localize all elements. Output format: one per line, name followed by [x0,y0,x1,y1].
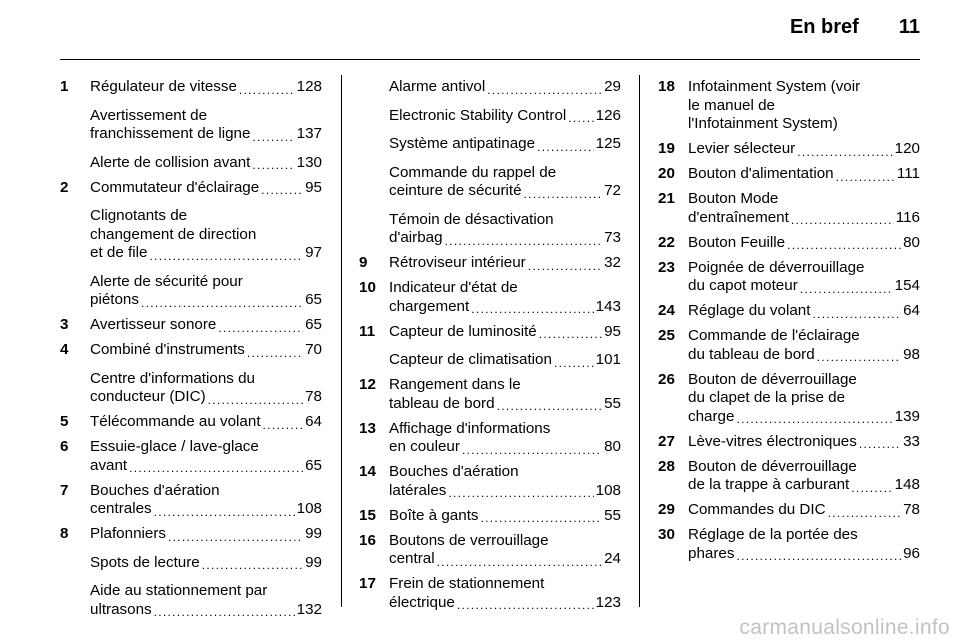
dot-leader [129,461,303,475]
entry-page-number: 78 [903,501,920,518]
entry-label: Commandes du DIC [688,501,826,518]
entry-label: Infotainment System (voir [688,78,861,95]
dot-leader [836,170,895,184]
entry-label: de la trappe à carburant [688,476,850,493]
dot-leader [817,350,901,364]
dot-leader [261,183,303,197]
index-entry [60,413,322,432]
entry-label: Poignée de déverrouillage [688,258,865,276]
entry-page-number: 111 [896,165,920,182]
entry-label: Bouches d'aération [389,463,519,480]
dot-leader [859,437,901,451]
index-entry [60,341,322,360]
index-entry [658,458,920,495]
dot-leader [736,549,901,563]
entry-number: 21 [658,190,675,207]
entry-number: 5 [60,413,69,430]
dot-leader [445,234,603,248]
entry-page-number: 116 [895,208,920,226]
entry-label: Réglage du volant [688,302,811,319]
entry-label: Bouton d'alimentation [688,165,834,182]
dot-leader [218,321,303,335]
dot-leader [828,506,902,520]
dot-leader [471,302,593,316]
entry-number: 20 [658,165,675,182]
dot-leader [462,443,602,457]
index-entry [658,234,920,253]
entry-page-number: 99 [305,553,322,571]
entry-label: central [389,550,435,567]
entry-page-number: 95 [305,178,322,196]
entry-label: Capteur de luminosité [389,322,537,340]
dot-leader [497,399,603,413]
entry-label: Commande du rappel de [389,163,557,181]
entry-page-number: 130 [296,153,322,171]
entry-label: phares [688,544,735,562]
entry-number: 25 [658,327,675,344]
entry-number: 18 [658,78,675,95]
dot-leader [736,412,892,426]
entry-page-number: 143 [595,297,621,315]
index-entry [658,526,920,563]
entry-number: 1 [60,78,69,95]
index-entry [658,78,920,134]
page-number: 11 [898,16,920,38]
entry-number: 8 [60,525,69,542]
entry-label: électrique [389,593,455,611]
entry-label: charge [688,407,735,425]
entry-label: franchissement de ligne [90,125,251,142]
entry-page-number: 78 [305,388,322,405]
entry-page-number: 65 [305,316,322,333]
entry-label: du tableau de bord [688,345,815,363]
entry-page-number: 80 [903,233,920,251]
entry-number: 13 [359,419,376,437]
index-entry [60,78,322,97]
entry-number: 30 [658,526,675,543]
entry-label: du capot moteur [688,277,798,294]
entry-number: 22 [658,233,675,251]
dot-leader [812,307,901,321]
index-entry [60,370,322,407]
dot-leader [252,130,294,144]
dot-leader [787,238,901,252]
entry-label: Frein de stationnement [389,575,545,592]
entry-number: 7 [60,481,69,499]
dot-leader [791,213,894,227]
index-entry [60,207,322,263]
index-entry [658,165,920,184]
index-entry [658,302,920,321]
entry-number: 10 [359,279,376,296]
dot-leader [554,356,594,370]
entry-label: Bouton Feuille [688,233,786,251]
entry-label: d'airbag [389,229,443,246]
entry-label: Plafonniers [90,525,166,542]
entry-label: Rétroviseur intérieur [389,254,526,271]
entry-label: Capteur de climatisation [389,351,552,368]
entry-page-number: 55 [604,394,621,412]
entry-page-number: 24 [604,550,621,567]
entry-label: du clapet de la prise de [688,389,846,406]
header-rule [60,59,920,60]
index-entry [359,351,621,370]
entry-label: Alarme antivol [389,78,486,95]
index-column-1 [60,78,322,626]
index-entry [658,371,920,427]
entry-label: et de file [90,244,148,261]
index-entry [359,420,621,457]
entry-page-number: 139 [894,407,920,425]
index-entry [658,501,920,520]
entry-label: Boîte à gants [389,506,479,524]
index-entry [658,259,920,296]
entry-label: Avertissement de [90,106,208,124]
index-entry [359,107,621,126]
dot-leader [481,511,603,525]
entry-label: Alerte de collision avant [90,153,251,171]
entry-number: 9 [359,254,368,271]
index-entry [60,482,322,519]
entry-page-number: 137 [296,125,322,142]
dot-leader [457,598,594,612]
entry-page-number: 125 [595,135,621,152]
index-entry [60,438,322,475]
entry-number: 15 [359,506,376,524]
page-title: En bref [789,16,859,38]
index-entry [60,582,322,619]
index-entry [60,554,322,573]
entry-page-number: 98 [903,345,920,363]
entry-label: latérales [389,481,447,499]
column-divider-1 [341,75,342,607]
index-entry [359,463,621,500]
index-entry [359,164,621,201]
index-entry [60,525,322,544]
dot-leader [797,145,892,159]
index-entry [60,179,322,198]
entry-label: Lève-vitres électroniques [688,432,857,450]
entry-page-number: 128 [296,78,322,95]
entry-label: Commande de l'éclairage [688,327,860,344]
index-column-2 [359,78,621,619]
index-entry [60,316,322,335]
entry-page-number: 148 [894,476,920,493]
dot-leader [537,140,594,154]
dot-leader [149,249,303,263]
dot-leader [437,555,603,569]
entry-label: d'entraînement [688,208,789,226]
index-entry [359,323,621,342]
dot-leader [252,158,294,172]
entry-label: Boutons de verrouillage [389,531,549,549]
entry-label: tableau de bord [389,394,495,412]
entry-number: 19 [658,140,675,157]
index-entry [658,327,920,364]
entry-label: ultrasons [90,600,152,618]
dot-leader [487,83,602,97]
dot-leader [263,418,304,432]
dot-leader [247,346,303,360]
entry-number: 16 [359,531,376,549]
entry-label: Alerte de sécurité pour [90,272,243,290]
index-entry [359,279,621,316]
entry-label: Régulateur de vitesse [90,78,237,95]
entry-number: 4 [60,341,69,358]
dot-leader [800,282,893,296]
entry-page-number: 64 [305,413,322,430]
entry-label: piétons [90,291,139,308]
entry-page-number: 120 [894,140,920,157]
entry-number: 11 [359,322,376,340]
entry-page-number: 123 [595,593,621,611]
dot-leader [524,187,603,201]
entry-label: Aide au stationnement par [90,582,268,599]
index-entry [359,376,621,413]
dot-leader [851,481,892,495]
index-entry [359,507,621,526]
column-divider-2 [639,75,640,607]
entry-number: 14 [359,463,376,480]
entry-label: Avertisseur sonore [90,316,217,333]
index-entry [359,135,621,154]
entry-label: Bouton de déverrouillage [688,370,857,388]
index-entry [658,433,920,452]
entry-page-number: 108 [595,481,621,499]
dot-leader [154,605,295,619]
entry-number: 23 [658,258,675,276]
entry-label: centrales [90,500,152,517]
index-entry [60,273,322,310]
index-entry [359,78,621,97]
dot-leader [202,558,303,572]
entry-number: 29 [658,501,675,518]
entry-page-number: 80 [604,438,621,455]
entry-page-number: 132 [296,600,322,618]
entry-label: le manuel de [688,96,775,114]
entry-page-number: 32 [604,254,621,271]
index-entry [359,575,621,612]
entry-page-number: 154 [894,277,920,294]
entry-label: Combiné d'instruments [90,341,245,358]
dot-leader [448,486,593,500]
entry-page-number: 55 [604,506,621,524]
entry-label: Spots de lecture [90,553,200,571]
index-entry [658,140,920,159]
entry-page-number: 95 [604,322,621,340]
entry-page-number: 64 [903,302,920,319]
entry-label: Essuie-glace / lave-glace [90,438,259,455]
entry-number: 6 [60,438,69,455]
entry-label: Centre d'informations du [90,369,255,387]
entry-page-number: 73 [604,229,621,246]
entry-page-number: 108 [296,500,322,517]
entry-label: l'Infotainment System) [688,115,838,132]
entry-number: 3 [60,316,69,333]
entry-number: 26 [658,370,675,388]
entry-page-number: 70 [305,341,322,358]
dot-leader [208,393,303,407]
entry-label: Bouches d'aération [90,481,220,499]
entry-label: Rangement dans le [389,376,521,393]
dot-leader [568,111,593,125]
entry-page-number: 96 [903,544,920,562]
watermark: carmanualsonline.info [739,616,950,639]
index-entry [359,211,621,248]
entry-number: 17 [359,575,376,592]
dot-leader [168,530,303,544]
entry-label: ceinture de sécurité [389,182,522,199]
entry-label: conducteur (DIC) [90,388,206,405]
entry-number: 27 [658,432,675,450]
entry-label: Télécommande au volant [90,413,261,430]
index-entry [60,107,322,144]
entry-label: Témoin de désactivation [389,210,554,228]
entry-label: Levier sélecteur [688,140,796,157]
entry-label: Commutateur d'éclairage [90,178,260,196]
entry-page-number: 99 [305,525,322,542]
entry-page-number: 33 [903,432,920,450]
index-entry [658,190,920,227]
entry-label: Bouton Mode [688,190,779,207]
index-entry [60,154,322,173]
entry-label: avant [90,456,128,474]
entry-label: Affichage d'informations [389,419,551,437]
entry-label: chargement [389,297,470,315]
index-column-3 [658,78,920,570]
entry-label: Bouton de déverrouillage [688,457,857,475]
entry-page-number: 97 [305,244,322,261]
dot-leader [141,296,303,310]
entry-label: Système antipatinage [389,135,536,152]
entry-page-number: 65 [305,291,322,308]
entry-page-number: 29 [604,78,621,95]
entry-label: changement de direction [90,225,257,243]
entry-number: 24 [658,302,675,319]
entry-page-number: 72 [604,182,621,199]
entry-label: en couleur [389,438,460,455]
page-header [790,16,920,46]
entry-number: 28 [658,457,675,475]
entry-label: Electronic Stability Control [389,106,567,124]
dot-leader [154,505,295,519]
dot-leader [528,259,602,273]
entry-label: Clignotants de [90,207,188,224]
entry-number: 2 [60,178,69,196]
dot-leader [239,83,295,97]
entry-page-number: 101 [595,351,621,368]
index-entry [359,532,621,569]
entry-label: Réglage de la portée des [688,526,858,543]
dot-leader [539,327,602,341]
entry-page-number: 126 [595,106,621,124]
index-entry [359,254,621,273]
entry-label: Indicateur d'état de [389,279,518,296]
entry-page-number: 65 [305,456,322,474]
entry-number: 12 [359,376,376,393]
